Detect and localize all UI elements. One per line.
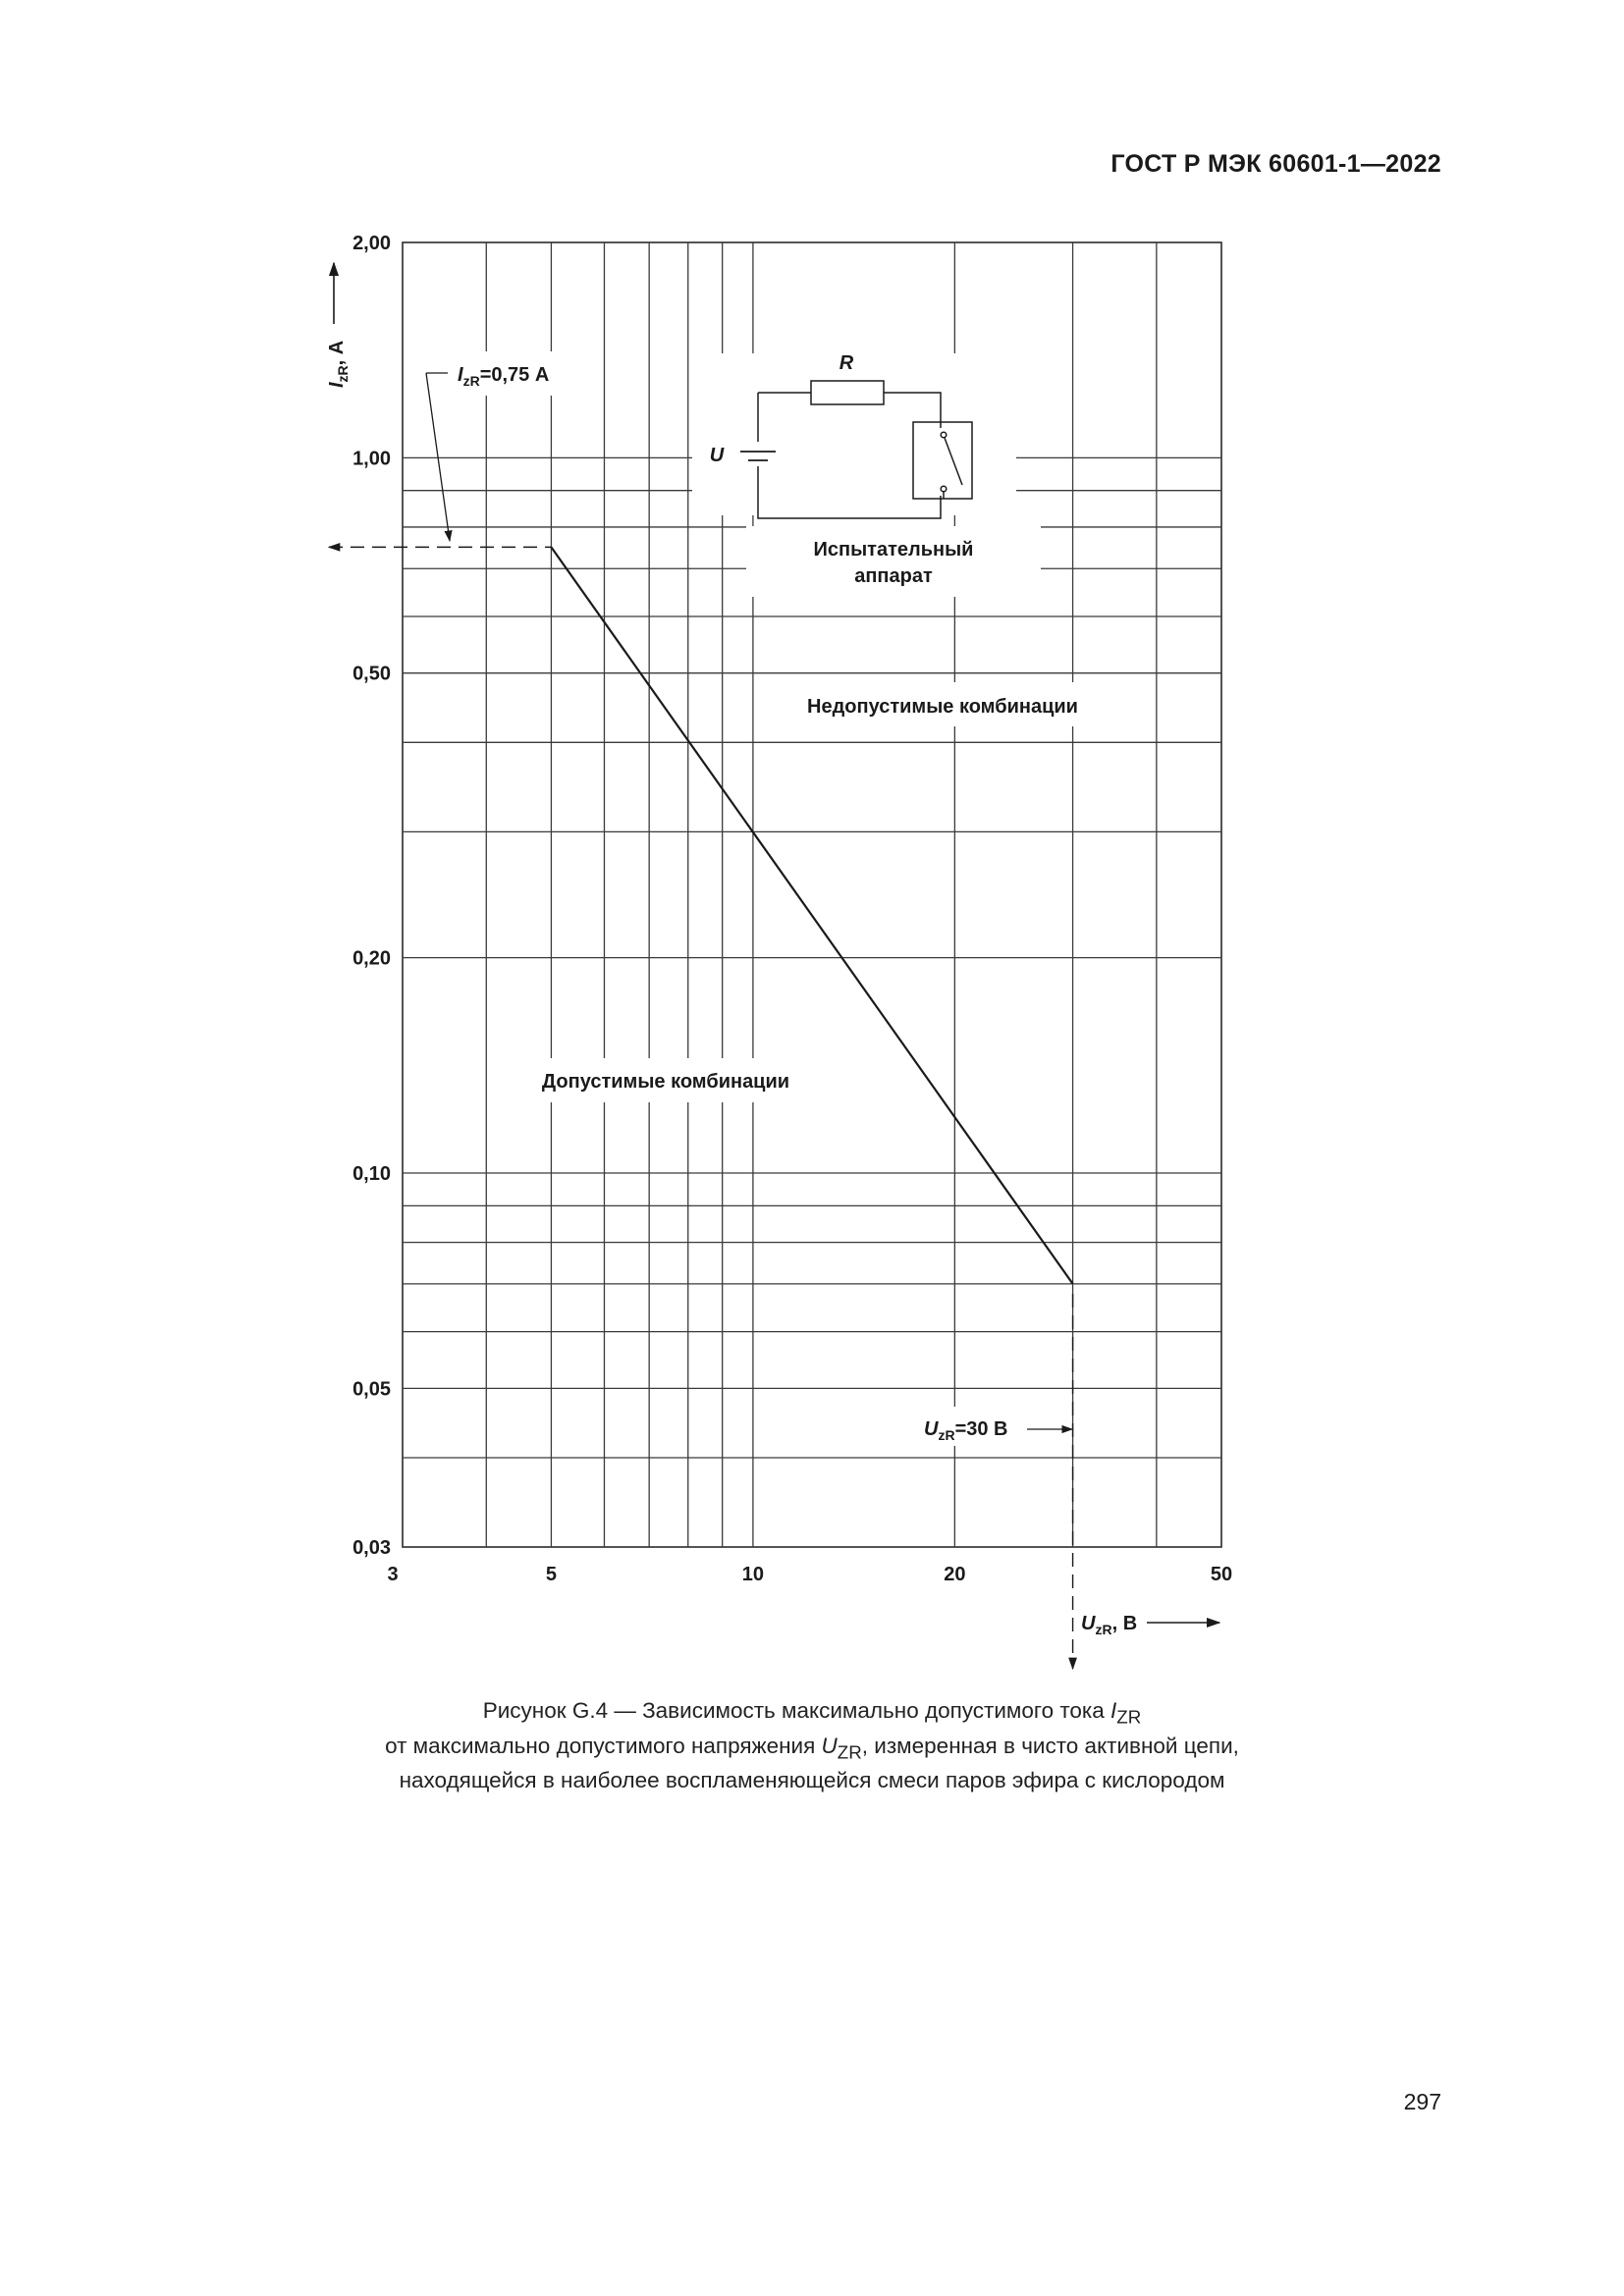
current-limit-label: $I_{zR}=0,75$ А xyxy=(458,364,550,389)
y-tick-label-2: 0,50 xyxy=(352,663,391,685)
x-tick-label-3: 20 xyxy=(944,1564,966,1585)
region-allowed-label: Допустимые комбинации xyxy=(541,1071,790,1093)
page-number: 297 xyxy=(1403,2089,1441,2114)
region-forbidden-label: Недопустимые комбинации xyxy=(807,696,1078,718)
y-tick-label-6: 0,03 xyxy=(352,1537,391,1559)
y-tick-label-1: 1,00 xyxy=(352,448,391,470)
document-header: ГОСТ Р МЭК 60601-1—2022 xyxy=(1110,150,1441,178)
y-tick-label-3: 0,20 xyxy=(352,947,391,970)
y-tick-label-4: 0,10 xyxy=(352,1163,391,1186)
caption-line-1: Рисунок G.4 — Зависимость максимально допустимого тока $I_{ZR}$ xyxy=(482,1698,1142,1728)
apparatus-label-line1: Испытательный xyxy=(813,539,974,561)
caption-line-3: находящейся в наиболее воспламеняющейся смеси паров эфира с кислородом xyxy=(399,1768,1225,1792)
circuit-cutout xyxy=(692,353,1016,515)
label-backgrounds xyxy=(447,351,1100,1446)
voltage-limit-label: $U_{zR}=30$ В xyxy=(924,1418,1008,1443)
x-tick-label-1: 5 xyxy=(545,1564,557,1585)
apparatus-label-line2: аппарат xyxy=(854,565,933,587)
current-limit-pointer-diag xyxy=(426,373,450,541)
source-label: U xyxy=(709,445,725,466)
y-axis-label xyxy=(326,341,351,388)
caption-line-2: от максимально допустимого напряжения $U_{ZR}$, измеренная в чисто активной цепи, xyxy=(385,1733,1239,1762)
x-tick-label-4: 50 xyxy=(1210,1564,1233,1585)
resistor-label: R xyxy=(839,352,854,374)
figure-caption xyxy=(0,1696,1624,1794)
x-tick-label-0: 3 xyxy=(387,1564,399,1585)
y-tick-label-5: 0,05 xyxy=(352,1378,391,1401)
y-tick-label-0: 2,00 xyxy=(352,233,391,254)
contact-top xyxy=(941,432,947,438)
svg-text:IzR, А: $I_{zR}$, А xyxy=(326,340,351,388)
contact-bottom xyxy=(941,486,947,492)
x-axis-label: $U_{zR}$, В xyxy=(1081,1613,1138,1637)
x-tick-label-2: 10 xyxy=(741,1564,765,1585)
